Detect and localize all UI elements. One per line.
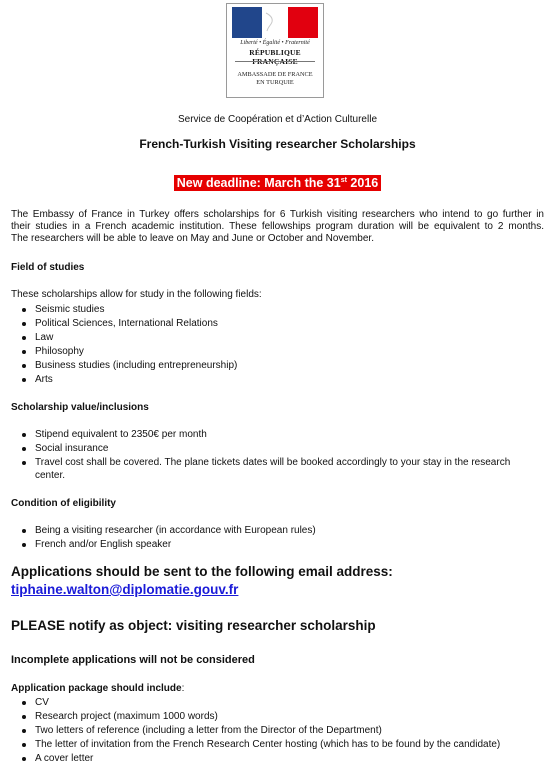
list-item: CV <box>11 696 544 710</box>
scholarship-value-heading: Scholarship value/inclusions <box>11 402 149 413</box>
intro-line-1: The Embassy of France in Turkey offers scholarships for 6 Turkish visiting researchers who intend to go further in <box>11 209 544 220</box>
logo-motto: Liberté • Égalité • Fraternité <box>240 40 310 46</box>
application-email-link[interactable]: tiphaine.walton@diplomatie.gouv.fr <box>11 582 239 597</box>
scholarship-value-list <box>11 428 544 470</box>
eligibility-heading: Condition of eligibility <box>11 498 116 509</box>
list-item: Political Sciences, International Relations <box>11 317 544 331</box>
list-item: Law <box>11 331 544 345</box>
package-heading: Application package should include <box>11 683 182 694</box>
service-name: Service de Coopération et d’Action Culturelle <box>178 114 377 125</box>
list-item: French and/or English speaker <box>11 538 544 552</box>
deadline-banner <box>11 175 544 191</box>
list-item: Two letters of reference (including a letter from the Director of the Department) <box>11 724 544 738</box>
logo-republic: RÉPUBLIQUE FRANÇAISE <box>249 48 301 66</box>
marianne-flag-icon <box>232 7 318 38</box>
field-of-studies-heading: Field of studies <box>11 262 85 273</box>
list-item: Research project (maximum 1000 words) <box>11 710 544 724</box>
package-heading-colon: : <box>181 683 185 694</box>
deadline-year: 2016 <box>346 176 379 190</box>
notify-instruction: PLEASE notify as object: visiting researcher scholarship <box>11 618 376 633</box>
intro-line-3: The researchers will be able to leave on May and June or October and November. <box>11 233 374 244</box>
list-item: Being a visiting researcher (in accordance with European rules) <box>11 524 544 538</box>
list-item: Business studies (including entrepreneurship) <box>11 359 544 373</box>
list-item: A cover letter <box>11 752 544 766</box>
document-title: French-Turkish Visiting researcher Scholarships <box>139 137 416 151</box>
deadline-highlight <box>174 175 381 191</box>
field-of-studies-lead: These scholarships allow for study in the following fields: <box>11 289 262 300</box>
deadline-ordinal: st <box>340 176 347 184</box>
deadline-text: New deadline: March the 31 <box>176 176 341 190</box>
eligibility-list <box>11 524 544 552</box>
list-item: The letter of invitation from the French Research Center hosting (which has to be found by the candidate) <box>11 738 544 752</box>
embassy-line-1: AMBASSADE DE FRANCE <box>237 71 313 78</box>
list-item: Arts <box>11 373 544 387</box>
list-item: Travel cost shall be covered. The plane tickets dates will be booked accordingly to your stay in the research <box>11 456 544 470</box>
logo-divider <box>235 61 315 62</box>
list-item: Seismic studies <box>11 303 544 317</box>
logo-embassy <box>227 71 323 87</box>
list-item: Social insurance <box>11 442 544 456</box>
package-heading-row <box>11 683 544 695</box>
email-row <box>11 584 544 596</box>
embassy-line-2: EN TURQUIE <box>256 79 294 86</box>
republique-francaise-logo <box>226 3 324 98</box>
intro-line-2: their studies in a French academic institution. These fellowships program duration will be equivalent to 2 months. <box>11 221 544 232</box>
incomplete-warning: Incomplete applications will not be considered <box>11 654 255 666</box>
list-item: Philosophy <box>11 345 544 359</box>
scholarship-item-continuation: center. <box>35 470 66 481</box>
package-list <box>11 696 544 766</box>
list-item: Stipend equivalent to 2350€ per month <box>11 428 544 442</box>
intro-paragraph <box>11 209 544 245</box>
field-of-studies-list <box>11 303 544 387</box>
applications-heading: Applications should be sent to the following email address: <box>11 564 393 579</box>
